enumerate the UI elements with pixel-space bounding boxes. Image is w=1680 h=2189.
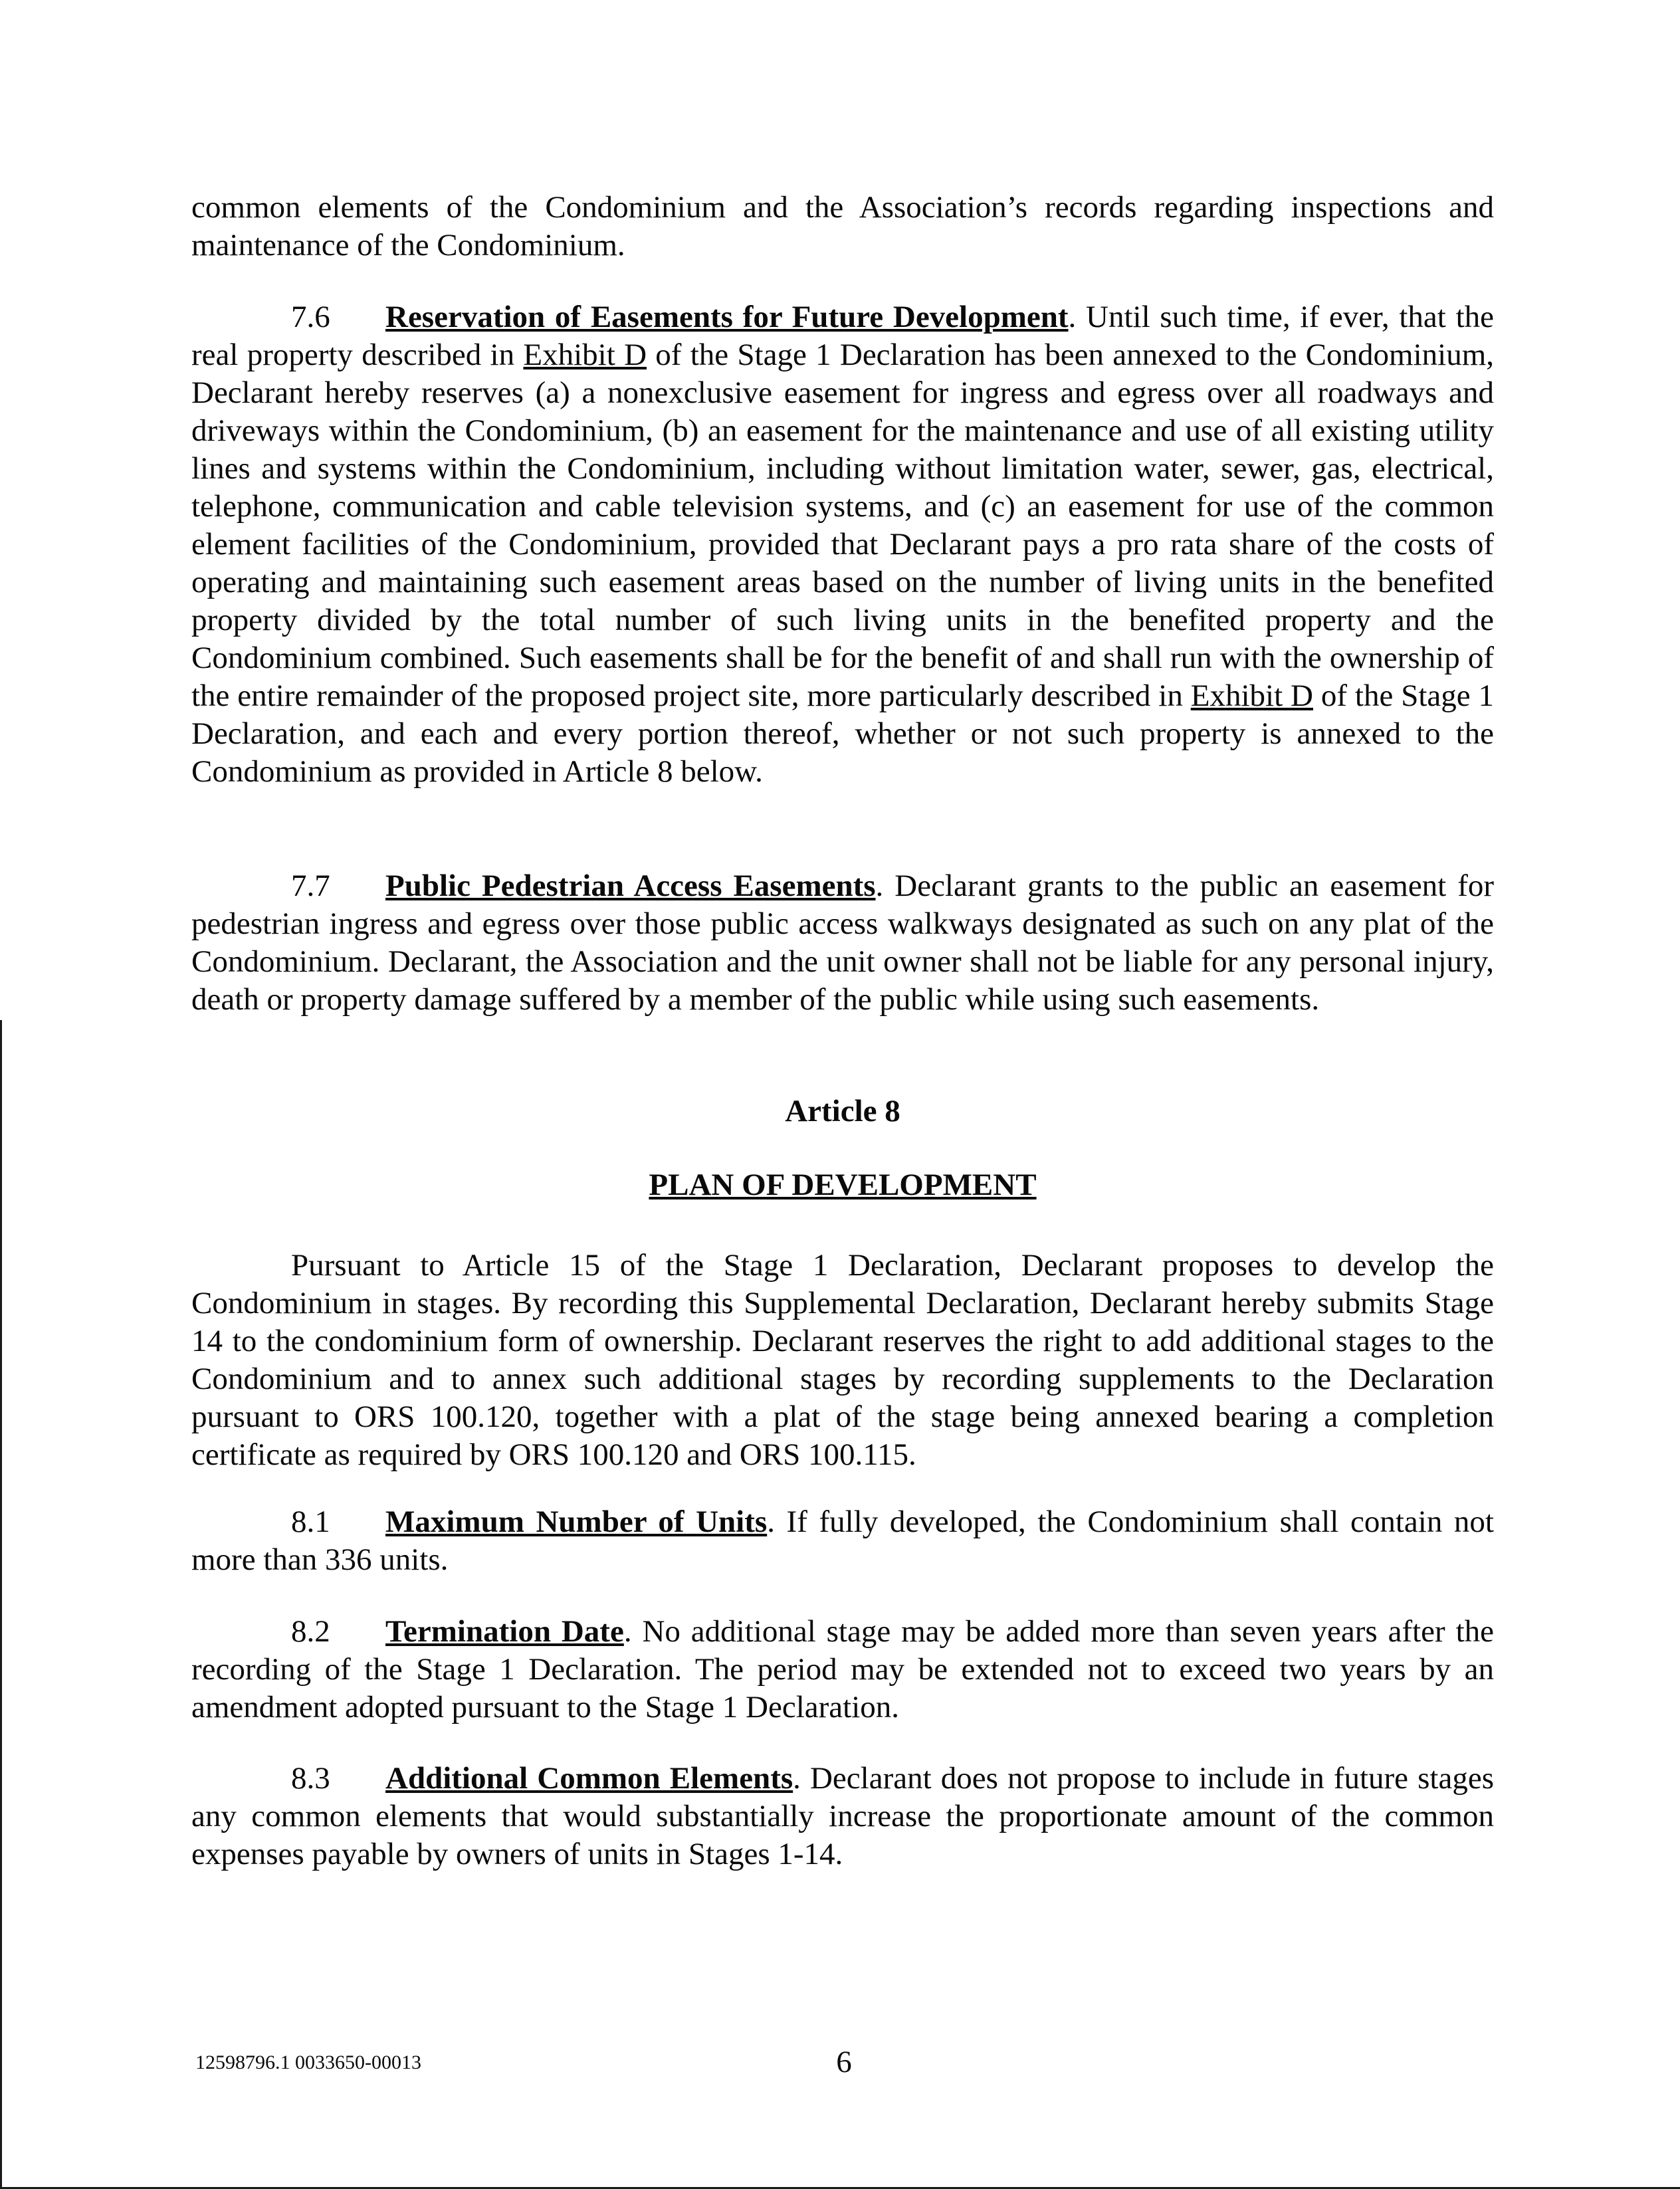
article-8-intro-paragraph (191, 1247, 1494, 1474)
footer-page-number: 6 (836, 2045, 852, 2079)
section-7-7-paragraph (191, 867, 1494, 1019)
section-8-1-paragraph (191, 1503, 1494, 1579)
section-7-7-number: 7.7 (291, 869, 330, 903)
section-8-1-number: 8.1 (291, 1505, 330, 1539)
section-7-6-text-2: of the Stage 1 Declaration has been annexed to the Condominium, Declarant hereby reserves (a) a nonexclusive easement for ingress and egress over all roadways and driveways within the Condominium, (b) an easement for the maintenance and use of all existing utility lines and systems within the Condominium, including without limitation water, sewer, gas, electrical, telephone, communication and cable television systems, and (c) an easement for use of the common element facilities of the Condominium, provided that Declarant pays a pro rata share of the costs of operating and maintaining such easement areas based on the number of living units in the benefited property divided by the total number of such living units in the benefited property and the Condominium combined. Such easements shall be for the benefit of and shall run with the ownership of the entire remainder of the proposed project site, more particularly described in (191, 338, 1495, 713)
section-8-3-text: . Declarant does not propose to include in future stages any common elements that would substantially increase the proportionate amount of the common expenses payable by owners of units in Stages 1-14. (191, 1761, 1494, 1871)
section-7-6-text-3: of the Stage 1 Declaration, and each and every portion thereof, whether or not such property is annexed to the Condominium as provided in Article 8 below. (191, 678, 1494, 789)
section-8-2-title: Termination Date (385, 1614, 624, 1649)
exhibit-d-reference-1: Exhibit D (523, 338, 647, 372)
section-7-6-text-1: . Until such time, if ever, that the real property described in (191, 300, 1495, 372)
section-8-3-number: 8.3 (291, 1761, 330, 1796)
plan-of-development-heading: PLAN OF DEVELOPMENT (649, 1168, 1037, 1202)
footer-document-id: 12598796.1 0033650-00013 (195, 2051, 421, 2073)
article-8-intro-text: Pursuant to Article 15 of the Stage 1 Declaration, Declarant proposes to develop the Condominium in stages. By recording this Supplemental Declaration, Declarant hereby submits Stage 14 to the condominium form of ownership. Declarant reserves the right to add additional stages to the Condominium and to annex such additional stages by recording supplements to the Declaration pursuant to ORS 100.120, together with a plat of the stage being annexed bearing a completion certificate as required by ORS 100.120 and ORS 100.115. (191, 1248, 1494, 1472)
section-7-6-title: Reservation of Easements for Future Development (385, 300, 1069, 334)
article-8-heading: Article 8 (785, 1094, 900, 1128)
scan-edge-left (0, 1020, 2, 2189)
section-8-1-title: Maximum Number of Units (385, 1505, 768, 1539)
section-8-3-paragraph (191, 1760, 1494, 1873)
section-7-6-paragraph (191, 298, 1494, 791)
section-7-6-number: 7.6 (291, 300, 330, 334)
continuation-paragraph (191, 189, 1494, 264)
section-7-7-text: . Declarant grants to the public an easement for pedestrian ingress and egress over those public access walkways designated as such on any plat of the Condominium. Declarant, the Association and the unit owner shall not be liable for any personal injury, death or property damage suffered by a member of the public while using such easements. (191, 869, 1495, 1017)
section-8-1-text: . If fully developed, the Condominium shall contain not more than 336 units. (191, 1505, 1494, 1577)
section-8-2-text: . No additional stage may be added more than seven years after the recording of the Stage 1 Declaration. The period may be extended not to exceed two years by an amendment adopted pursuant to the Stage 1 Declaration. (191, 1614, 1494, 1724)
section-8-2-number: 8.2 (291, 1614, 330, 1649)
section-7-7-title: Public Pedestrian Access Easements (385, 869, 876, 903)
continuation-text: common elements of the Condominium and the Association’s records regarding inspections and maintenance of the Condominium. (191, 190, 1494, 262)
section-8-3-title: Additional Common Elements (385, 1761, 793, 1796)
exhibit-d-reference-2: Exhibit D (1190, 678, 1313, 713)
section-8-2-paragraph (191, 1613, 1494, 1726)
